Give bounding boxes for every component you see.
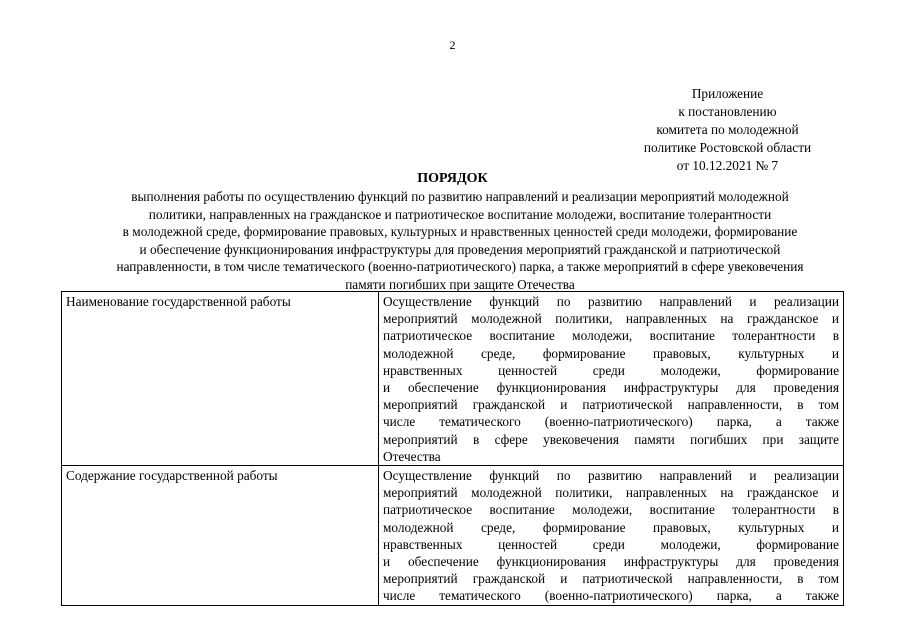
appendix-block bbox=[560, 85, 895, 175]
value-line: и обеспечение функционирования инфраструктуры для проведения bbox=[383, 554, 839, 570]
value-line: патриотическое воспитание молодежи, воспитание толерантности в bbox=[383, 502, 839, 518]
value-line: молодежной среде, формирование правовых, культурных и bbox=[383, 519, 839, 535]
row-value-work-name bbox=[379, 292, 844, 466]
row-value-work-content bbox=[379, 466, 844, 606]
subtitle-line: политики, направленных на гражданское и патриотическое воспитание молодежи, воспитание толерантности bbox=[148, 206, 772, 222]
value-line: молодежной среде, формирование правовых, культурных и bbox=[383, 345, 839, 361]
table-row bbox=[62, 292, 844, 466]
document-subtitle bbox=[40, 188, 880, 294]
subtitle-line: в молодежной среде, формирование правовых, культурных и нравственных ценностей среди молодежи, формирование bbox=[122, 224, 798, 240]
value-line: Осуществление функций по развитию направлений и реализации bbox=[383, 468, 839, 484]
value-line: числе тематического (военно-патриотического) парка, а также bbox=[383, 588, 839, 604]
document-title: ПОРЯДОК bbox=[417, 171, 488, 186]
value-line: мероприятий гражданской и патриотической направленности, в том bbox=[383, 571, 839, 587]
value-line: числе тематического (военно-патриотического) парка, а также bbox=[383, 414, 839, 430]
subtitle-line: направленности, в том числе тематического (военно-патриотического) парка, а также мероприятий в сфере увековечения bbox=[116, 259, 804, 275]
appendix-line: политике Ростовской области bbox=[643, 140, 812, 155]
value-line: Отечества bbox=[383, 448, 441, 464]
value-line: мероприятий в сфере увековечения памяти погибших при защите bbox=[383, 431, 839, 447]
value-line: патриотическое воспитание молодежи, воспитание толерантности в bbox=[383, 328, 839, 344]
value-line: мероприятий гражданской и патриотической направленности, в том bbox=[383, 397, 839, 413]
value-line: Осуществление функций по развитию направлений и реализации bbox=[383, 294, 839, 309]
appendix-line: к постановлению bbox=[678, 104, 777, 119]
subtitle-line: памяти погибших при защите Отечества bbox=[345, 276, 575, 292]
work-table bbox=[61, 291, 844, 606]
appendix-line: от 10.12.2021 № 7 bbox=[676, 158, 779, 173]
value-line: и обеспечение функционирования инфраструктуры для проведения bbox=[383, 380, 839, 396]
row-label-work-name: Наименование государственной работы bbox=[62, 292, 379, 466]
value-line: мероприятий молодежной политики, направленных на гражданское и bbox=[383, 311, 839, 327]
value-line: нравственных ценностей среди молодежи, формирование bbox=[383, 536, 839, 552]
row-label-work-content: Содержание государственной работы bbox=[62, 466, 379, 606]
page-number: 2 bbox=[449, 38, 456, 52]
value-line: нравственных ценностей среди молодежи, формирование bbox=[383, 362, 839, 378]
subtitle-line: выполнения работы по осуществлению функций по развитию направлений и реализации мероприятий молодежной bbox=[131, 189, 789, 204]
appendix-line: комитета по молодежной bbox=[656, 122, 799, 137]
value-line: мероприятий молодежной политики, направленных на гражданское и bbox=[383, 485, 839, 501]
subtitle-line: и обеспечение функционирования инфраструктуры для проведения мероприятий гражданской и патриотической bbox=[139, 241, 781, 257]
appendix-line: Приложение bbox=[691, 86, 764, 101]
table-row bbox=[62, 466, 844, 606]
